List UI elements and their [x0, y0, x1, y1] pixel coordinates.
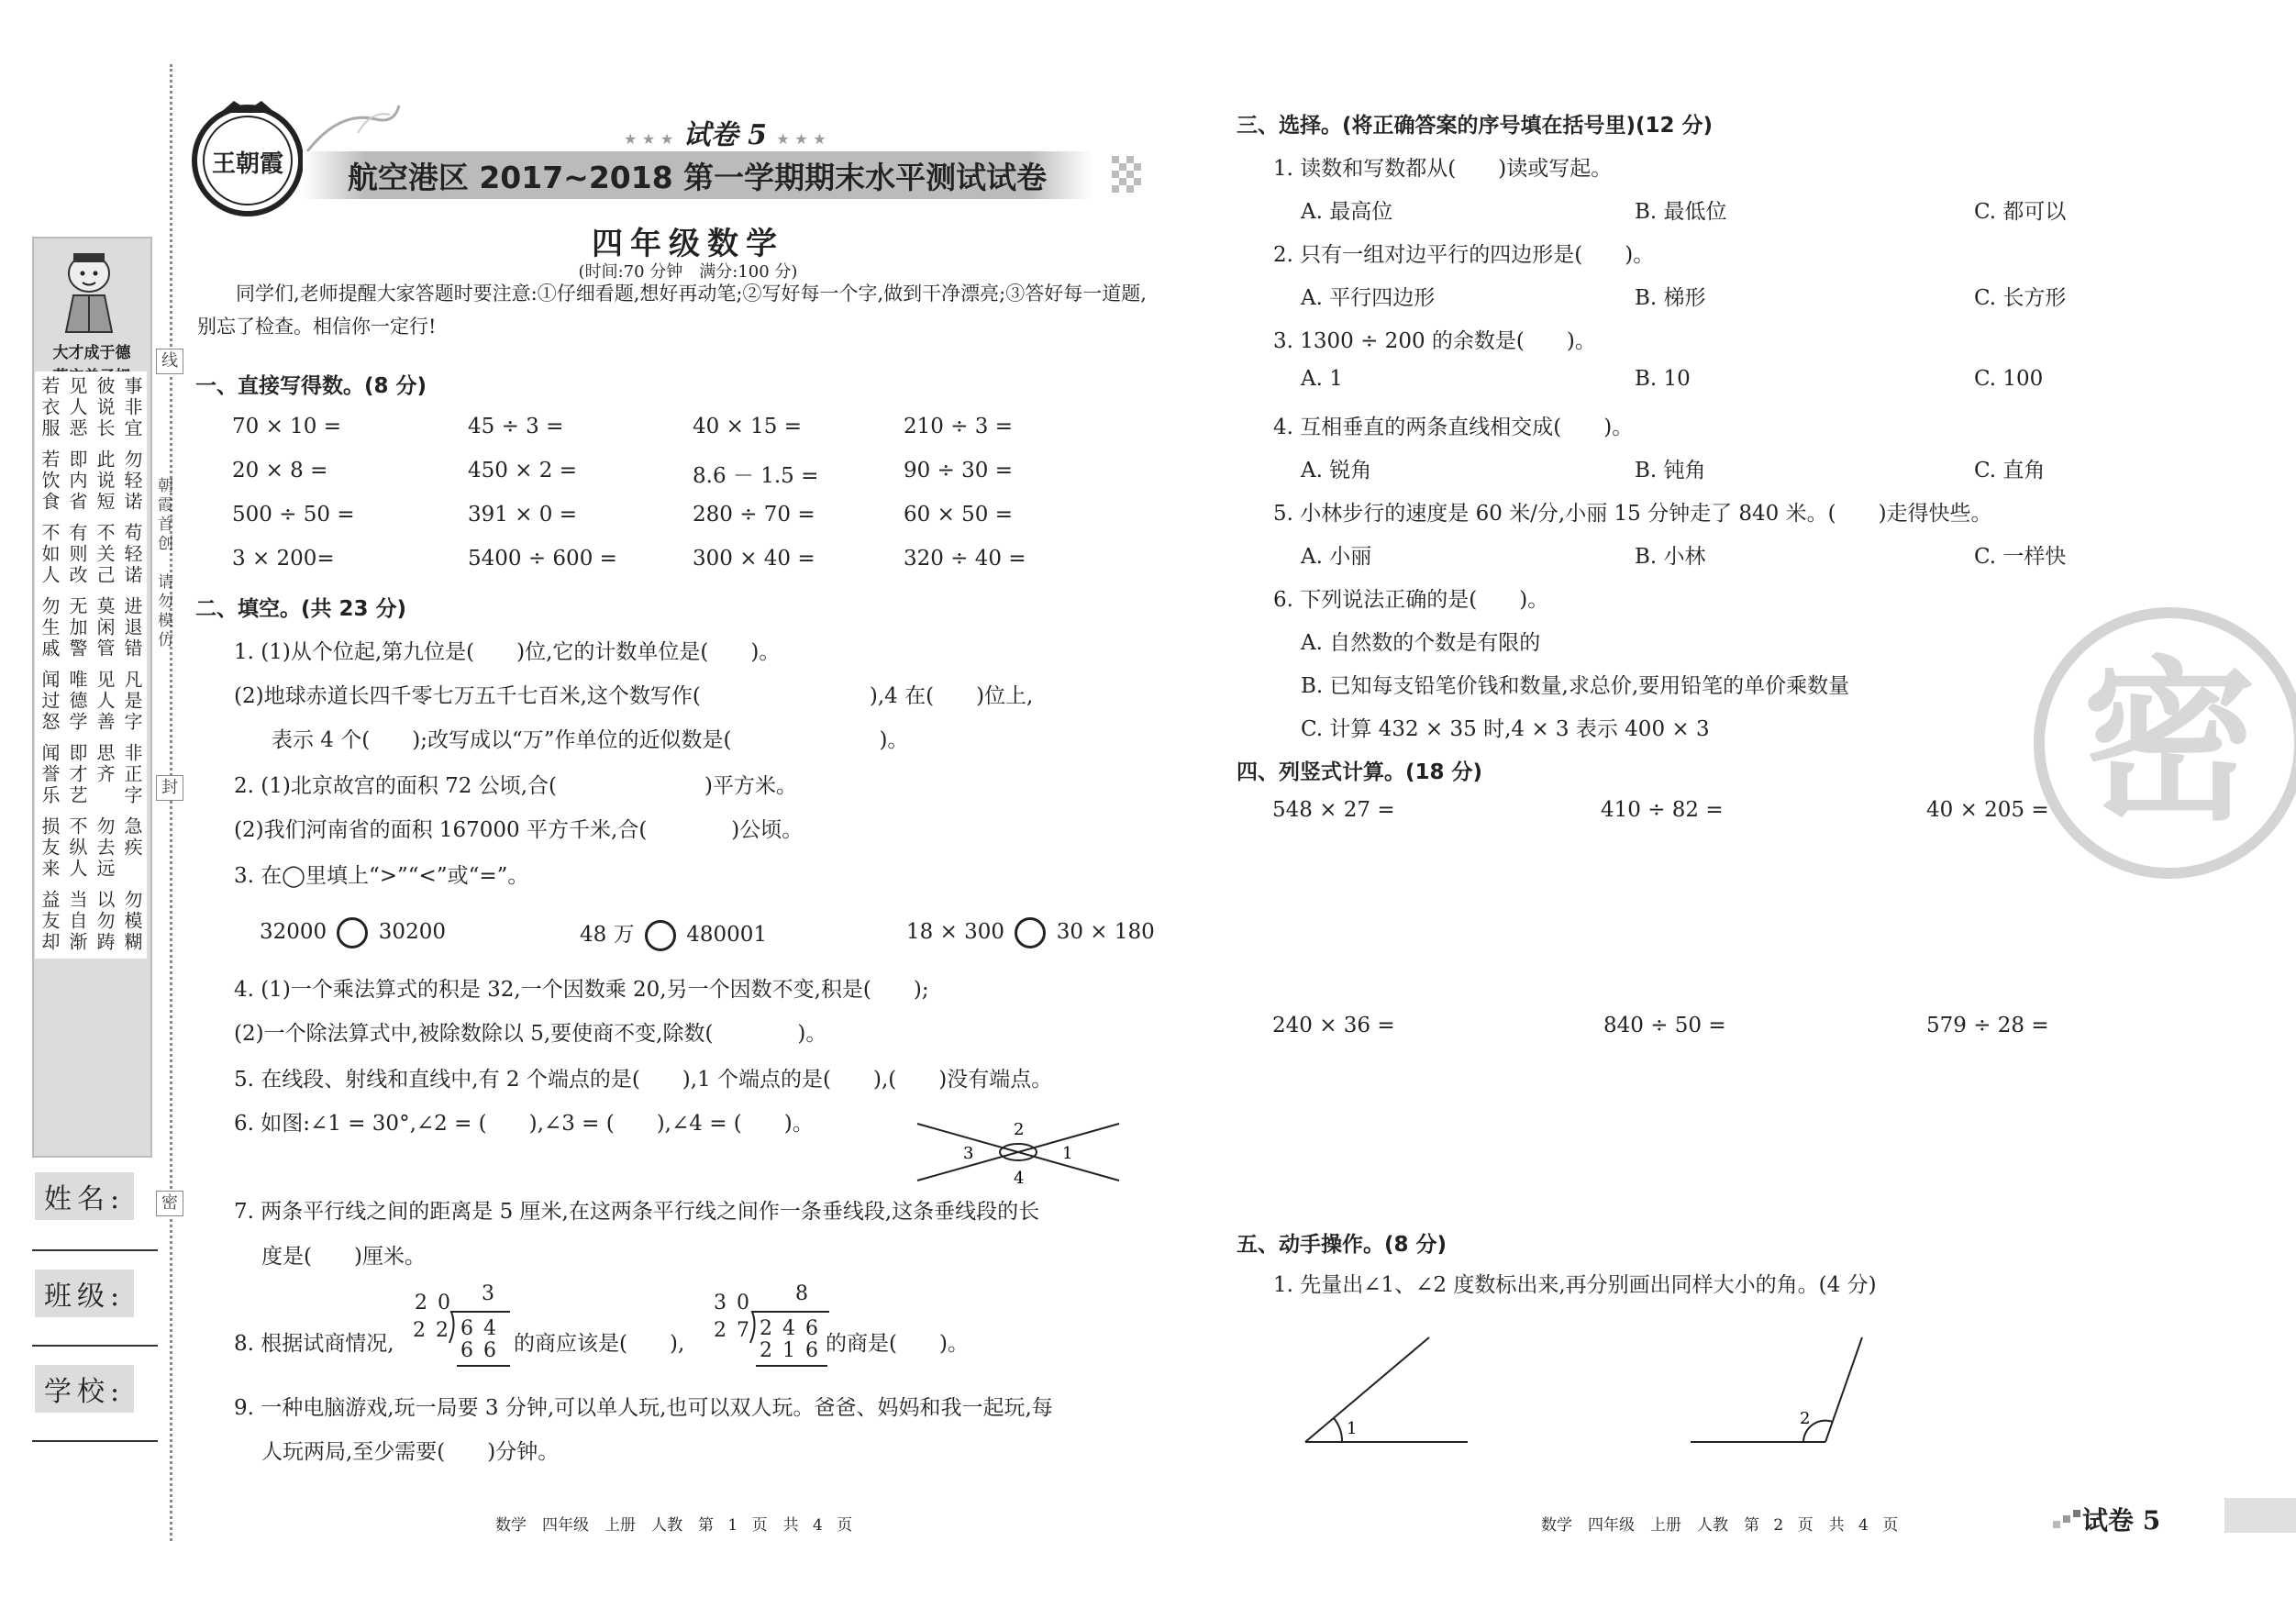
footer-page-1: 数学 四年级 上册 人教 第 1 页 共 4 页 — [495, 1516, 853, 1535]
rule-verse: 损友来 — [39, 816, 61, 880]
section-1-heading: 一、直接写得数。(8 分) — [195, 374, 427, 398]
section-2-heading: 二、填空。(共 23 分) — [195, 597, 407, 621]
rule-verse: 勿去远 — [94, 816, 116, 880]
school-input-line[interactable] — [32, 1440, 158, 1442]
fill-question: 人玩两局,至少需要( )分钟。 — [261, 1440, 560, 1464]
section-3-heading: 三、选择。(将正确答案的序号填在括号里)(12 分) — [1237, 114, 1714, 138]
division-quotient: 8 — [795, 1282, 808, 1305]
mental-calc-item: 300 × 40 = — [693, 547, 815, 571]
fill-question: 7. 两条平行线之间的距离是 5 厘米,在这两条平行线之间作一条垂线段,这条垂线段的长 — [234, 1200, 1040, 1224]
angle-label-1: 1 — [1062, 1144, 1073, 1163]
division-divisor: 2 2 — [413, 1319, 450, 1342]
compare-item — [580, 917, 767, 951]
side-note-no-copy: 请勿模仿 — [154, 573, 172, 650]
division-dividend: 2 4 6 — [760, 1317, 820, 1340]
division-rule — [457, 1365, 510, 1367]
mental-calc-item: 320 ÷ 40 = — [904, 547, 1026, 571]
time-info: (时间:70 分钟 满分:100 分) — [578, 262, 798, 282]
rule-verse: 闻誉乐 — [39, 743, 61, 806]
division-divisor: 2 7 — [714, 1319, 751, 1342]
star-icon: ★ ★ ★ — [776, 130, 826, 148]
choice-option-c[interactable]: C. 计算 432 × 35 时,4 × 3 表示 400 × 3 — [1301, 717, 1710, 741]
choice-option-a[interactable]: A. 最高位 — [1301, 200, 1393, 224]
rule-verse: 勿生戚 — [39, 596, 61, 660]
mental-calc-item: 500 ÷ 50 = — [232, 503, 355, 527]
rule-verse: 以勿踌 — [94, 890, 116, 953]
compare-item — [260, 917, 446, 948]
angle-2-figure — [1686, 1330, 1879, 1449]
choice-option-b[interactable]: B. 梯形 — [1635, 286, 1706, 310]
long-division-2 — [708, 1282, 832, 1370]
rule-verse: 思齐 — [94, 743, 116, 785]
fill-question: (2)我们河南省的面积 167000 平方千米,合( )公顷。 — [234, 818, 804, 842]
vertical-calc-item: 410 ÷ 82 = — [1601, 798, 1724, 822]
rule-verse: 若衣服 — [39, 376, 61, 439]
rule-verse: 凡是字 — [121, 670, 143, 733]
mental-calc-item: 280 ÷ 70 = — [693, 503, 815, 527]
checker-pattern-icon — [1112, 156, 1148, 194]
rule-verse: 见人恶 — [66, 376, 88, 439]
ribbon-decoration — [303, 101, 404, 156]
compare-right: 480001 — [686, 923, 768, 947]
choice-option-c[interactable]: C. 都可以 — [1974, 200, 2067, 224]
mental-calc-item: 8.6 － 1.5 = — [693, 464, 819, 488]
rule-verse: 即内省 — [66, 449, 88, 513]
footer-page-2: 数学 四年级 上册 人教 第 2 页 共 4 页 — [1541, 1516, 1899, 1535]
rule-verse: 当自渐 — [66, 890, 88, 953]
exam-title: 航空港区 2017~2018 第一学期期末水平测试试卷 — [347, 160, 1048, 195]
mental-calc-item: 3 × 200= — [232, 547, 335, 571]
fill-question: (2)一个除法算式中,被除数除以 5,要使商不变,除数( )。 — [234, 1022, 827, 1046]
rule-verse: 有则改 — [66, 523, 88, 586]
stamp-char: 密 — [2081, 641, 2257, 844]
choice-question: 3. 1300 ÷ 200 的余数是( )。 — [1273, 329, 1596, 353]
name-label: 姓名: — [35, 1172, 134, 1220]
fill-question: 2. (1)北京故宫的面积 72 公顷,合( )平方米。 — [234, 774, 797, 798]
dizigui-rules — [35, 372, 147, 959]
seal-mark-seal: 封 — [156, 775, 183, 801]
choice-option-a[interactable]: A. 1 — [1301, 367, 1343, 391]
rule-verse: 勿轻诺 — [121, 449, 143, 513]
mental-calc-item: 20 × 8 = — [232, 459, 328, 482]
logo-text: 王朝霞 — [211, 150, 284, 178]
choice-question: 4. 互相垂直的两条直线相交成( )。 — [1273, 416, 1634, 439]
division-rule — [756, 1365, 827, 1367]
mental-calc-item: 210 ÷ 3 = — [904, 415, 1014, 438]
compare-right: 30 × 180 — [1056, 920, 1155, 944]
compare-item — [906, 917, 1155, 948]
rule-verse: 即才艺 — [66, 743, 88, 806]
operation-question: 1. 先量出∠1、∠2 度数标出来,再分别画出同样大小的角。(4 分) — [1273, 1273, 1877, 1297]
choice-option-b[interactable]: B. 最低位 — [1635, 200, 1727, 224]
school-label: 学校: — [35, 1365, 134, 1413]
side-note-original: 朝霞首创 — [154, 477, 172, 554]
vertical-calc-item: 240 × 36 = — [1272, 1014, 1395, 1037]
secret-stamp — [2032, 605, 2296, 881]
paper-badge — [624, 112, 826, 152]
rule-verse: 勿模糊 — [121, 890, 143, 953]
compare-left: 18 × 300 — [906, 920, 1005, 944]
mental-calc-item: 450 × 2 = — [468, 459, 578, 482]
fill-question: 的商是( )。 — [826, 1332, 969, 1356]
choice-option-a[interactable]: A. 平行四边形 — [1301, 286, 1436, 310]
seal-mark-line: 线 — [156, 349, 183, 374]
vertical-calc-item: 548 × 27 = — [1272, 798, 1395, 822]
paper-number: 试卷 5 — [682, 119, 767, 151]
corner-bar — [2224, 1498, 2296, 1533]
choice-question: 2. 只有一组对边平行的四边形是( )。 — [1273, 243, 1655, 267]
vertical-calc-item: 579 ÷ 28 = — [1926, 1014, 2049, 1037]
star-icon: ★ ★ ★ — [624, 130, 674, 148]
exam-notice: 同学们,老师提醒大家答题时要注意:①仔细看题,想好再动笔;②写好每一个字,做到干净漂亮;③答好每一道题,别忘了检查。相信你一定行! — [197, 283, 1147, 338]
name-input-line[interactable] — [32, 1249, 158, 1251]
mental-calc-item: 70 × 10 = — [232, 415, 342, 438]
choice-option-c[interactable]: C. 直角 — [1974, 459, 2046, 482]
fill-question: 4. (1)一个乘法算式的积是 32,一个因数乘 20,另一个因数不变,积是( ); — [234, 978, 929, 1002]
choice-option-b[interactable]: B. 10 — [1635, 367, 1691, 391]
mascot-illustration — [46, 248, 133, 335]
section-5-heading: 五、动手操作。(8 分) — [1237, 1233, 1447, 1257]
choice-option-c[interactable]: C. 一样快 — [1974, 545, 2067, 569]
rule-verse: 非正字 — [121, 743, 143, 806]
choice-question: 6. 下列说法正确的是( )。 — [1273, 588, 1549, 612]
angle-label-3: 3 — [963, 1144, 974, 1163]
rule-verse: 见人善 — [94, 670, 116, 733]
angle-label-2: 2 — [1014, 1120, 1025, 1139]
angle-2-label: 2 — [1800, 1409, 1811, 1428]
division-estimate: 3 0 — [714, 1292, 751, 1314]
compare-circle[interactable] — [645, 920, 676, 951]
rule-verse: 不关己 — [94, 523, 116, 586]
rule-verse: 若饮食 — [39, 449, 61, 513]
fill-question: 3. 在◯里填上“>”“<”或“=”。 — [234, 864, 529, 888]
intersecting-lines-diagram — [913, 1115, 1128, 1188]
division-subtract: 2 1 6 — [760, 1339, 820, 1362]
rule-verse: 不如人 — [39, 523, 61, 586]
choice-option-b[interactable]: B. 小林 — [1635, 545, 1706, 569]
fill-question: 5. 在线段、射线和直线中,有 2 个端点的是( ),1 个端点的是( ),( )没有端点。 — [234, 1068, 1053, 1092]
choice-option-c[interactable]: C. 100 — [1974, 367, 2044, 391]
vertical-calc-item: 40 × 205 = — [1926, 798, 2049, 822]
rule-verse: 无加警 — [66, 596, 88, 660]
rule-verse: 彼说长 — [94, 376, 116, 439]
choice-option-a[interactable]: A. 锐角 — [1301, 459, 1372, 482]
compare-circle[interactable] — [1015, 917, 1046, 948]
rule-verse: 唯德学 — [66, 670, 88, 733]
division-subtract: 6 6 — [460, 1339, 498, 1362]
choice-option-b[interactable]: B. 钝角 — [1635, 459, 1706, 482]
long-division-1 — [404, 1282, 514, 1370]
vertical-calc-item: 840 ÷ 50 = — [1603, 1014, 1726, 1037]
choice-question: 5. 小林步行的速度是 60 米/分,小丽 15 分钟走了 840 米。( )走得快些。 — [1273, 502, 1992, 526]
mental-calc-item: 5400 ÷ 600 = — [468, 547, 617, 571]
fill-question: 1. (1)从个位起,第九位是( )位,它的计数单位是( )。 — [234, 640, 781, 664]
fill-question: 表示 4 个( );改写成以“万”作单位的近似数是( )。 — [272, 728, 909, 752]
choice-option-b[interactable]: B. 已知每支铅笔价钱和数量,求总价,要用铅笔的单价乘数量 — [1301, 674, 1850, 698]
angle-label-4: 4 — [1014, 1169, 1025, 1188]
division-estimate: 2 0 — [415, 1292, 452, 1314]
class-label: 班级: — [35, 1270, 134, 1317]
rule-verse: 进退错 — [121, 596, 143, 660]
division-quotient: 3 — [482, 1282, 494, 1305]
rule-verse: 不纵人 — [66, 816, 88, 880]
fill-question: 9. 一种电脑游戏,玩一局要 3 分钟,可以单人玩,也可以双人玩。爸爸、妈妈和我一起玩,每 — [234, 1396, 1053, 1420]
choice-question: 1. 读数和写数都从( )读或写起。 — [1273, 157, 1613, 181]
compare-right: 30200 — [378, 920, 446, 944]
mental-calc-item: 45 ÷ 3 = — [468, 415, 564, 438]
class-input-line[interactable] — [32, 1345, 158, 1347]
rule-verse: 苟轻诺 — [121, 523, 143, 586]
division-dividend: 6 4 — [460, 1317, 498, 1340]
rule-verse: 事非宜 — [121, 376, 143, 439]
rule-verse: 此说短 — [94, 449, 116, 513]
corner-square-icon — [2053, 1508, 2080, 1530]
fill-question: 的商应该是( ), — [514, 1332, 685, 1356]
rule-verse: 莫闲管 — [94, 596, 116, 660]
rule-verse: 急疾 — [121, 816, 143, 859]
publisher-logo — [183, 96, 312, 225]
fill-question: 度是( )厘米。 — [261, 1245, 426, 1269]
mental-calc-item: 40 × 15 = — [693, 415, 803, 438]
mental-calc-item: 60 × 50 = — [904, 503, 1014, 527]
angle-1-label: 1 — [1347, 1419, 1358, 1438]
choice-option-a[interactable]: A. 小丽 — [1301, 545, 1372, 569]
choice-option-c[interactable]: C. 长方形 — [1974, 286, 2067, 310]
mental-calc-item: 391 × 0 = — [468, 503, 578, 527]
section-4-heading: 四、列竖式计算。(18 分) — [1237, 760, 1483, 784]
mental-calc-item: 90 ÷ 30 = — [904, 459, 1014, 482]
fill-question: 8. 根据试商情况, — [234, 1332, 394, 1356]
corner-paper-badge: 试卷 5 — [2082, 1505, 2161, 1536]
angle-1-figure — [1301, 1330, 1475, 1449]
motto-line-1: 大才成于德 — [52, 344, 131, 362]
rule-verse: 益友却 — [39, 890, 61, 953]
seal-mark-secret: 密 — [156, 1191, 183, 1216]
subject-title: 四年级数学 — [592, 226, 784, 262]
compare-circle[interactable] — [337, 917, 368, 948]
compare-left: 32000 — [260, 920, 327, 944]
rule-verse: 闻过怒 — [39, 670, 61, 733]
fill-question: 6. 如图:∠1 = 30°,∠2 = ( ),∠3 = ( ),∠4 = ( )。 — [234, 1112, 814, 1136]
cut-line — [170, 64, 172, 1541]
compare-left: 48 万 — [580, 923, 635, 947]
choice-option-a[interactable]: A. 自然数的个数是有限的 — [1301, 631, 1541, 655]
fill-question: (2)地球赤道长四千零七万五千七百米,这个数写作( ),4 在( )位上, — [234, 684, 1034, 708]
